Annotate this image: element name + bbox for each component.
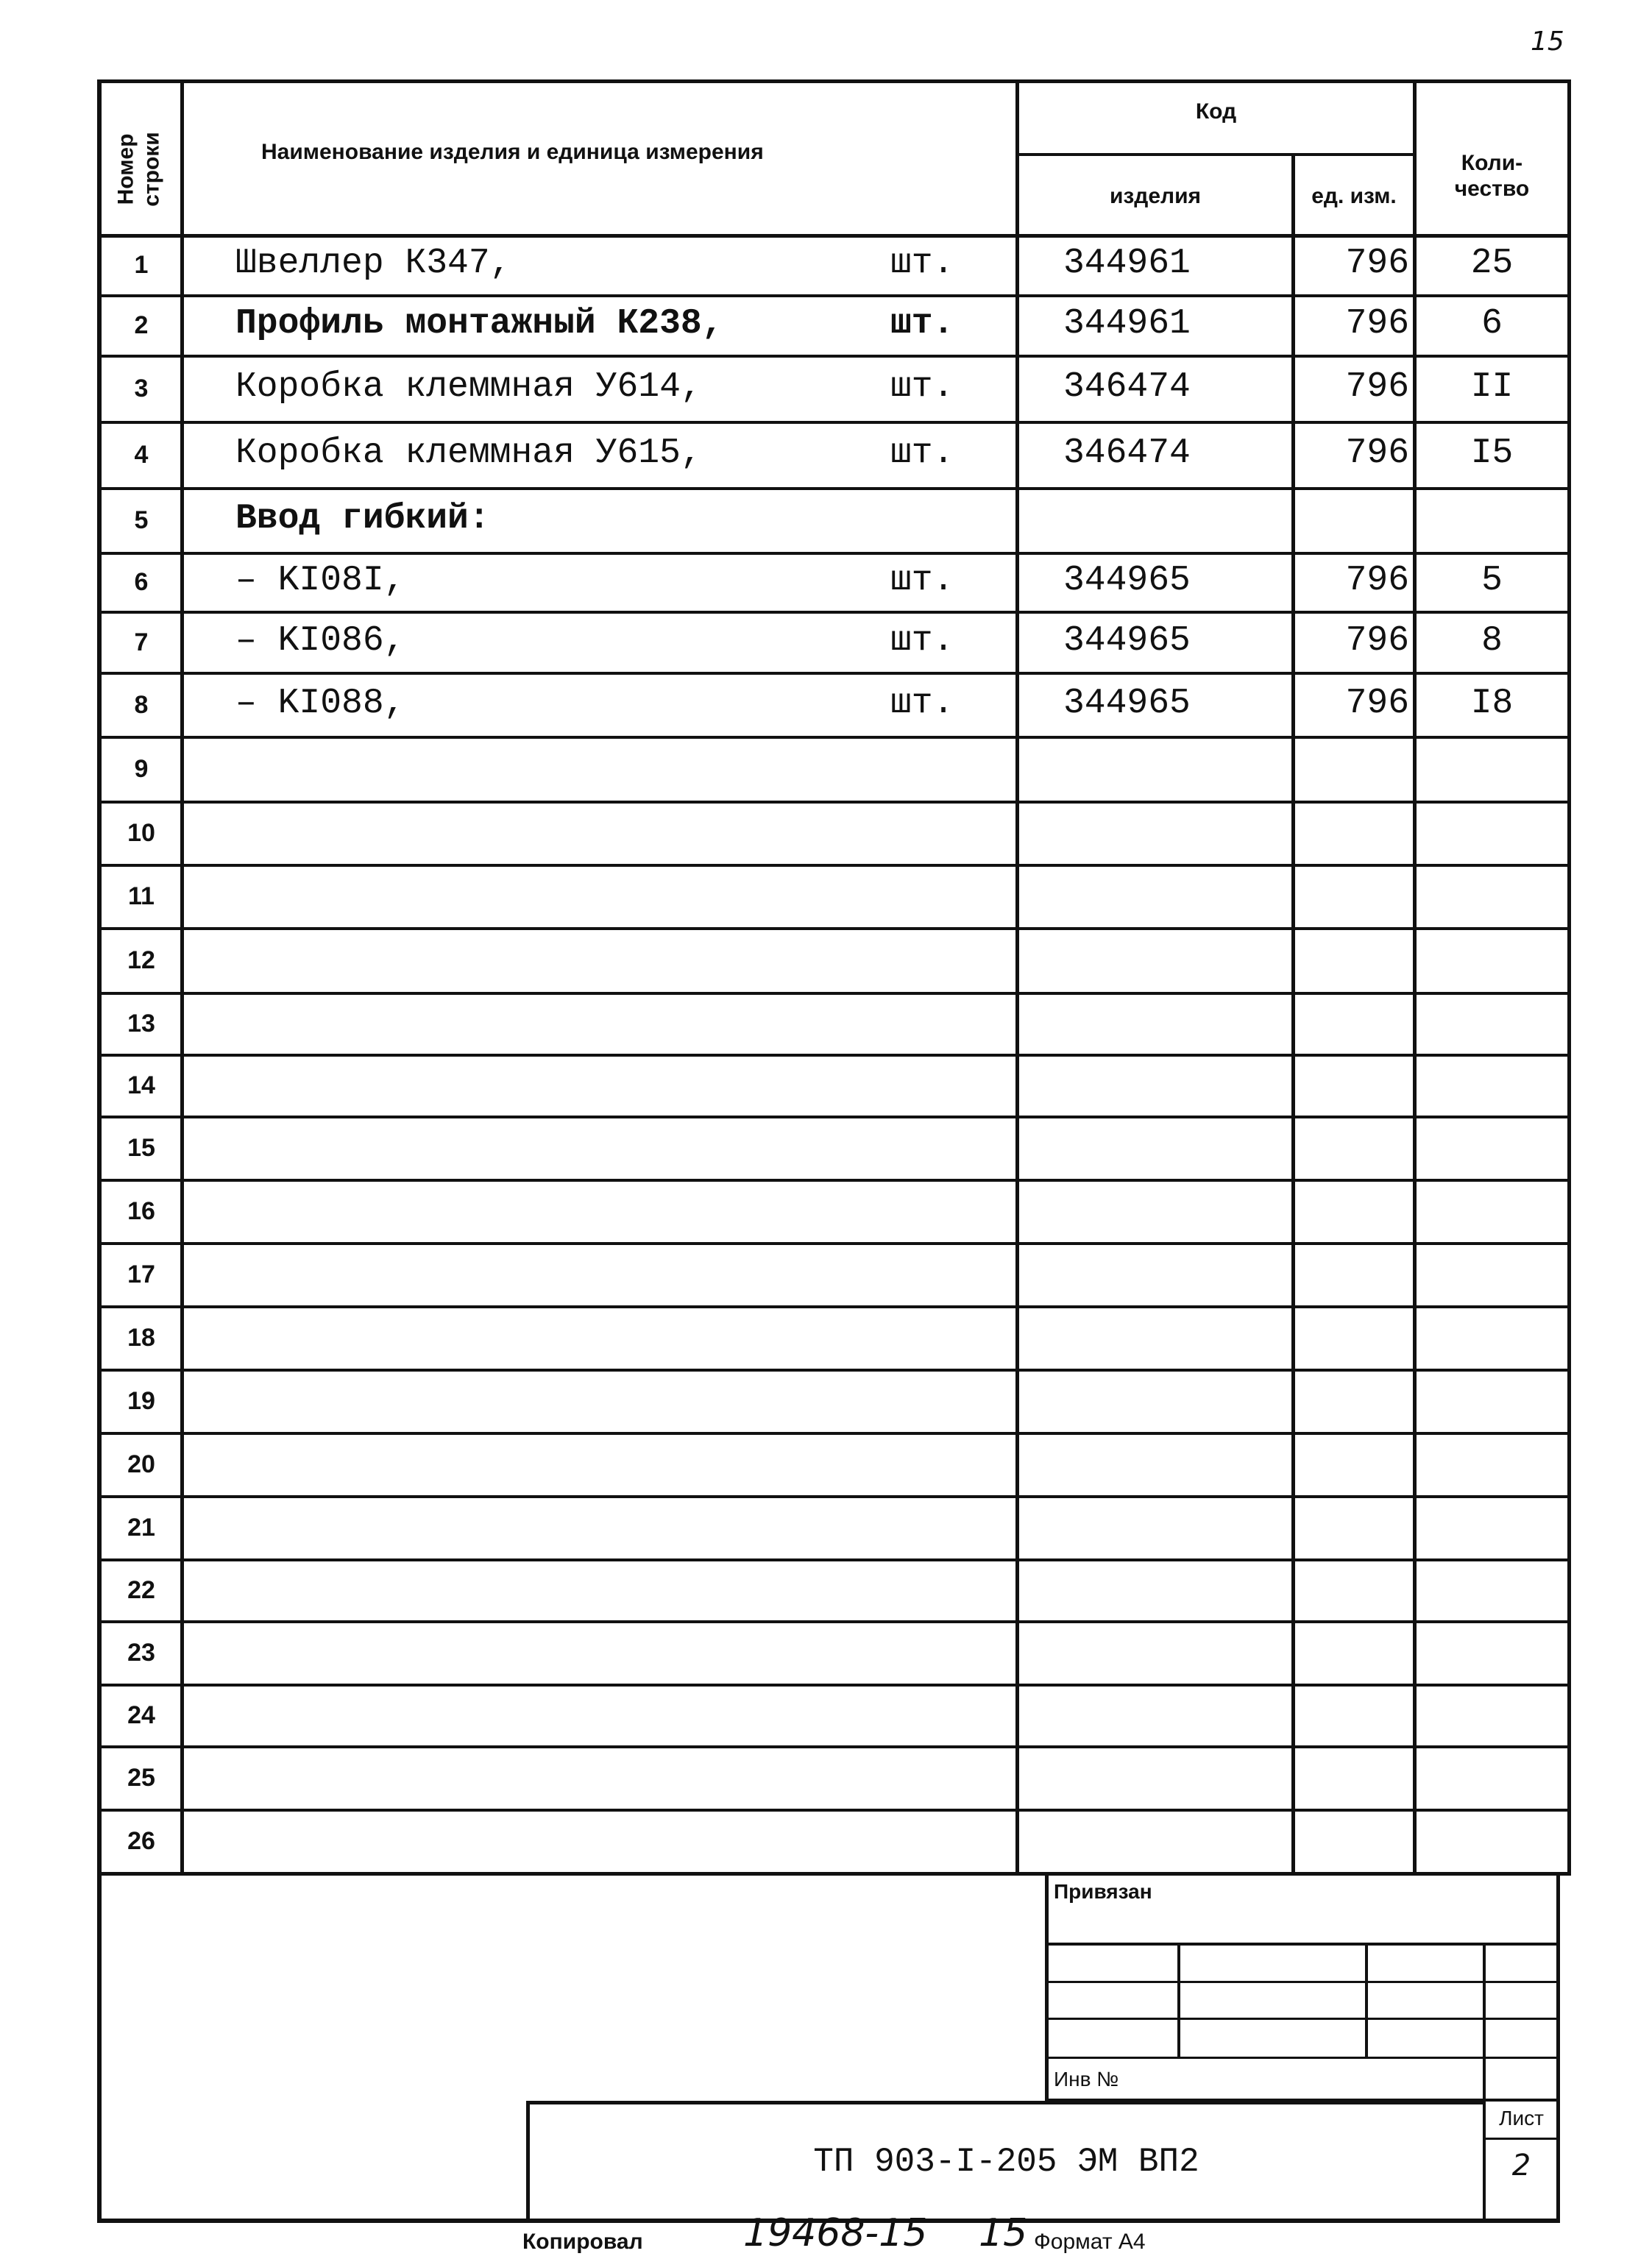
table-row [0,1433,1652,1497]
table-row [0,612,1652,673]
table-row [0,553,1652,612]
row-number: 19 [127,1387,155,1415]
row-number: 7 [134,628,149,656]
page-mark: 15 [1531,26,1564,57]
row-number: 24 [127,1701,155,1729]
item-name: Коробка клеммная У614, [235,367,702,407]
table-row [0,1055,1652,1117]
item-quantity: 6 [1481,304,1503,344]
table-row [0,1370,1652,1433]
unit-code: 796 [1345,621,1409,661]
row-number: 18 [127,1324,155,1352]
header-code-item: изделия [1109,184,1202,208]
row-number: 21 [127,1514,155,1542]
item-code: 344965 [1063,621,1191,661]
table-row [0,1685,1652,1747]
item-quantity: 8 [1481,621,1503,661]
row-number: 2 [134,311,149,339]
item-unit: шт. [890,244,954,283]
row-number: 10 [127,819,155,847]
item-name: – KI086, [235,621,405,661]
table-row [0,1810,1652,1873]
table-row [0,296,1652,356]
row-number: 9 [134,755,149,783]
item-unit: шт. [890,433,954,473]
table-row [0,235,1652,296]
unit-code: 796 [1345,304,1409,344]
row-number: 1 [134,251,149,279]
item-quantity: I8 [1470,684,1514,723]
row-number: 23 [127,1639,155,1667]
sheet-label: Лист [1499,2107,1544,2129]
item-code: 346474 [1063,367,1191,407]
row-number: 22 [127,1576,155,1604]
table-row [0,1180,1652,1244]
item-code: 344961 [1063,304,1191,344]
row-number: 26 [127,1827,155,1855]
row-number: 16 [127,1197,155,1225]
row-number: 20 [127,1450,155,1478]
unit-code: 796 [1345,244,1409,283]
table-row [0,1560,1652,1622]
table-row [0,1747,1652,1810]
table-row [0,865,1652,929]
unit-code: 796 [1345,684,1409,723]
table-row [0,1622,1652,1685]
table-row [0,489,1652,553]
item-quantity: 5 [1481,561,1503,600]
item-code: 344961 [1063,244,1191,283]
row-number: 6 [134,568,149,596]
row-number: 4 [134,441,149,469]
item-code: 344965 [1063,684,1191,723]
table-row [0,802,1652,865]
item-name: Ввод гибкий: [235,499,490,539]
unit-code: 796 [1345,561,1409,600]
header-quantity: Коли- чество [1454,151,1530,201]
item-unit: шт. [890,684,954,723]
table-row [0,929,1652,993]
row-number: 12 [127,946,155,974]
header-name: Наименование изделия и единица измерения [261,140,764,164]
item-quantity: I5 [1470,433,1514,473]
copied-label: Копировал [522,2230,643,2254]
header-row-number: Номер строки [113,132,163,207]
row-number: 14 [127,1071,155,1099]
table-row [0,422,1652,489]
item-quantity: 25 [1470,244,1514,283]
item-unit: шт. [890,304,954,344]
header-code: Код [1195,99,1237,124]
item-code: 344965 [1063,561,1191,600]
table-row [0,993,1652,1055]
table-row [0,356,1652,422]
privyazan-label: Привязан [1054,1880,1152,1903]
row-number: 11 [128,882,155,910]
item-name: Швеллер К347, [235,244,511,283]
format-label: Формат А4 [1034,2230,1146,2254]
table-row [0,1244,1652,1307]
table-row [0,1117,1652,1180]
header-code-unit: ед. изм. [1311,184,1397,208]
inv-no-label: Инв № [1054,2068,1119,2090]
row-number: 5 [134,506,149,534]
row-number: 15 [127,1134,155,1162]
unit-code: 796 [1345,367,1409,407]
item-code: 346474 [1063,433,1191,473]
item-name: Профиль монтажный К238, [235,304,723,344]
table-row [0,1307,1652,1370]
item-name: Коробка клеммная У615, [235,433,702,473]
row-number: 8 [134,691,149,719]
unit-code: 796 [1345,433,1409,473]
item-name: – KI088, [235,684,405,723]
item-unit: шт. [890,367,954,407]
item-unit: шт. [890,561,954,600]
handwritten-15: 15 [979,2211,1028,2255]
sheet-number: 2 [1511,2149,1531,2182]
row-number: 25 [127,1764,155,1792]
document-code: ТП 903-I-205 ЭМ ВП2 [813,2142,1199,2181]
item-name: – KI08I, [235,561,405,600]
handwritten-number: 19468-15 [743,2211,928,2255]
table-row [0,737,1652,802]
item-unit: шт. [890,621,954,661]
row-number: 17 [127,1260,155,1288]
row-number: 13 [127,1010,155,1038]
item-quantity: II [1470,367,1514,407]
row-number: 3 [134,375,149,402]
table-row [0,673,1652,737]
table-row [0,1497,1652,1560]
